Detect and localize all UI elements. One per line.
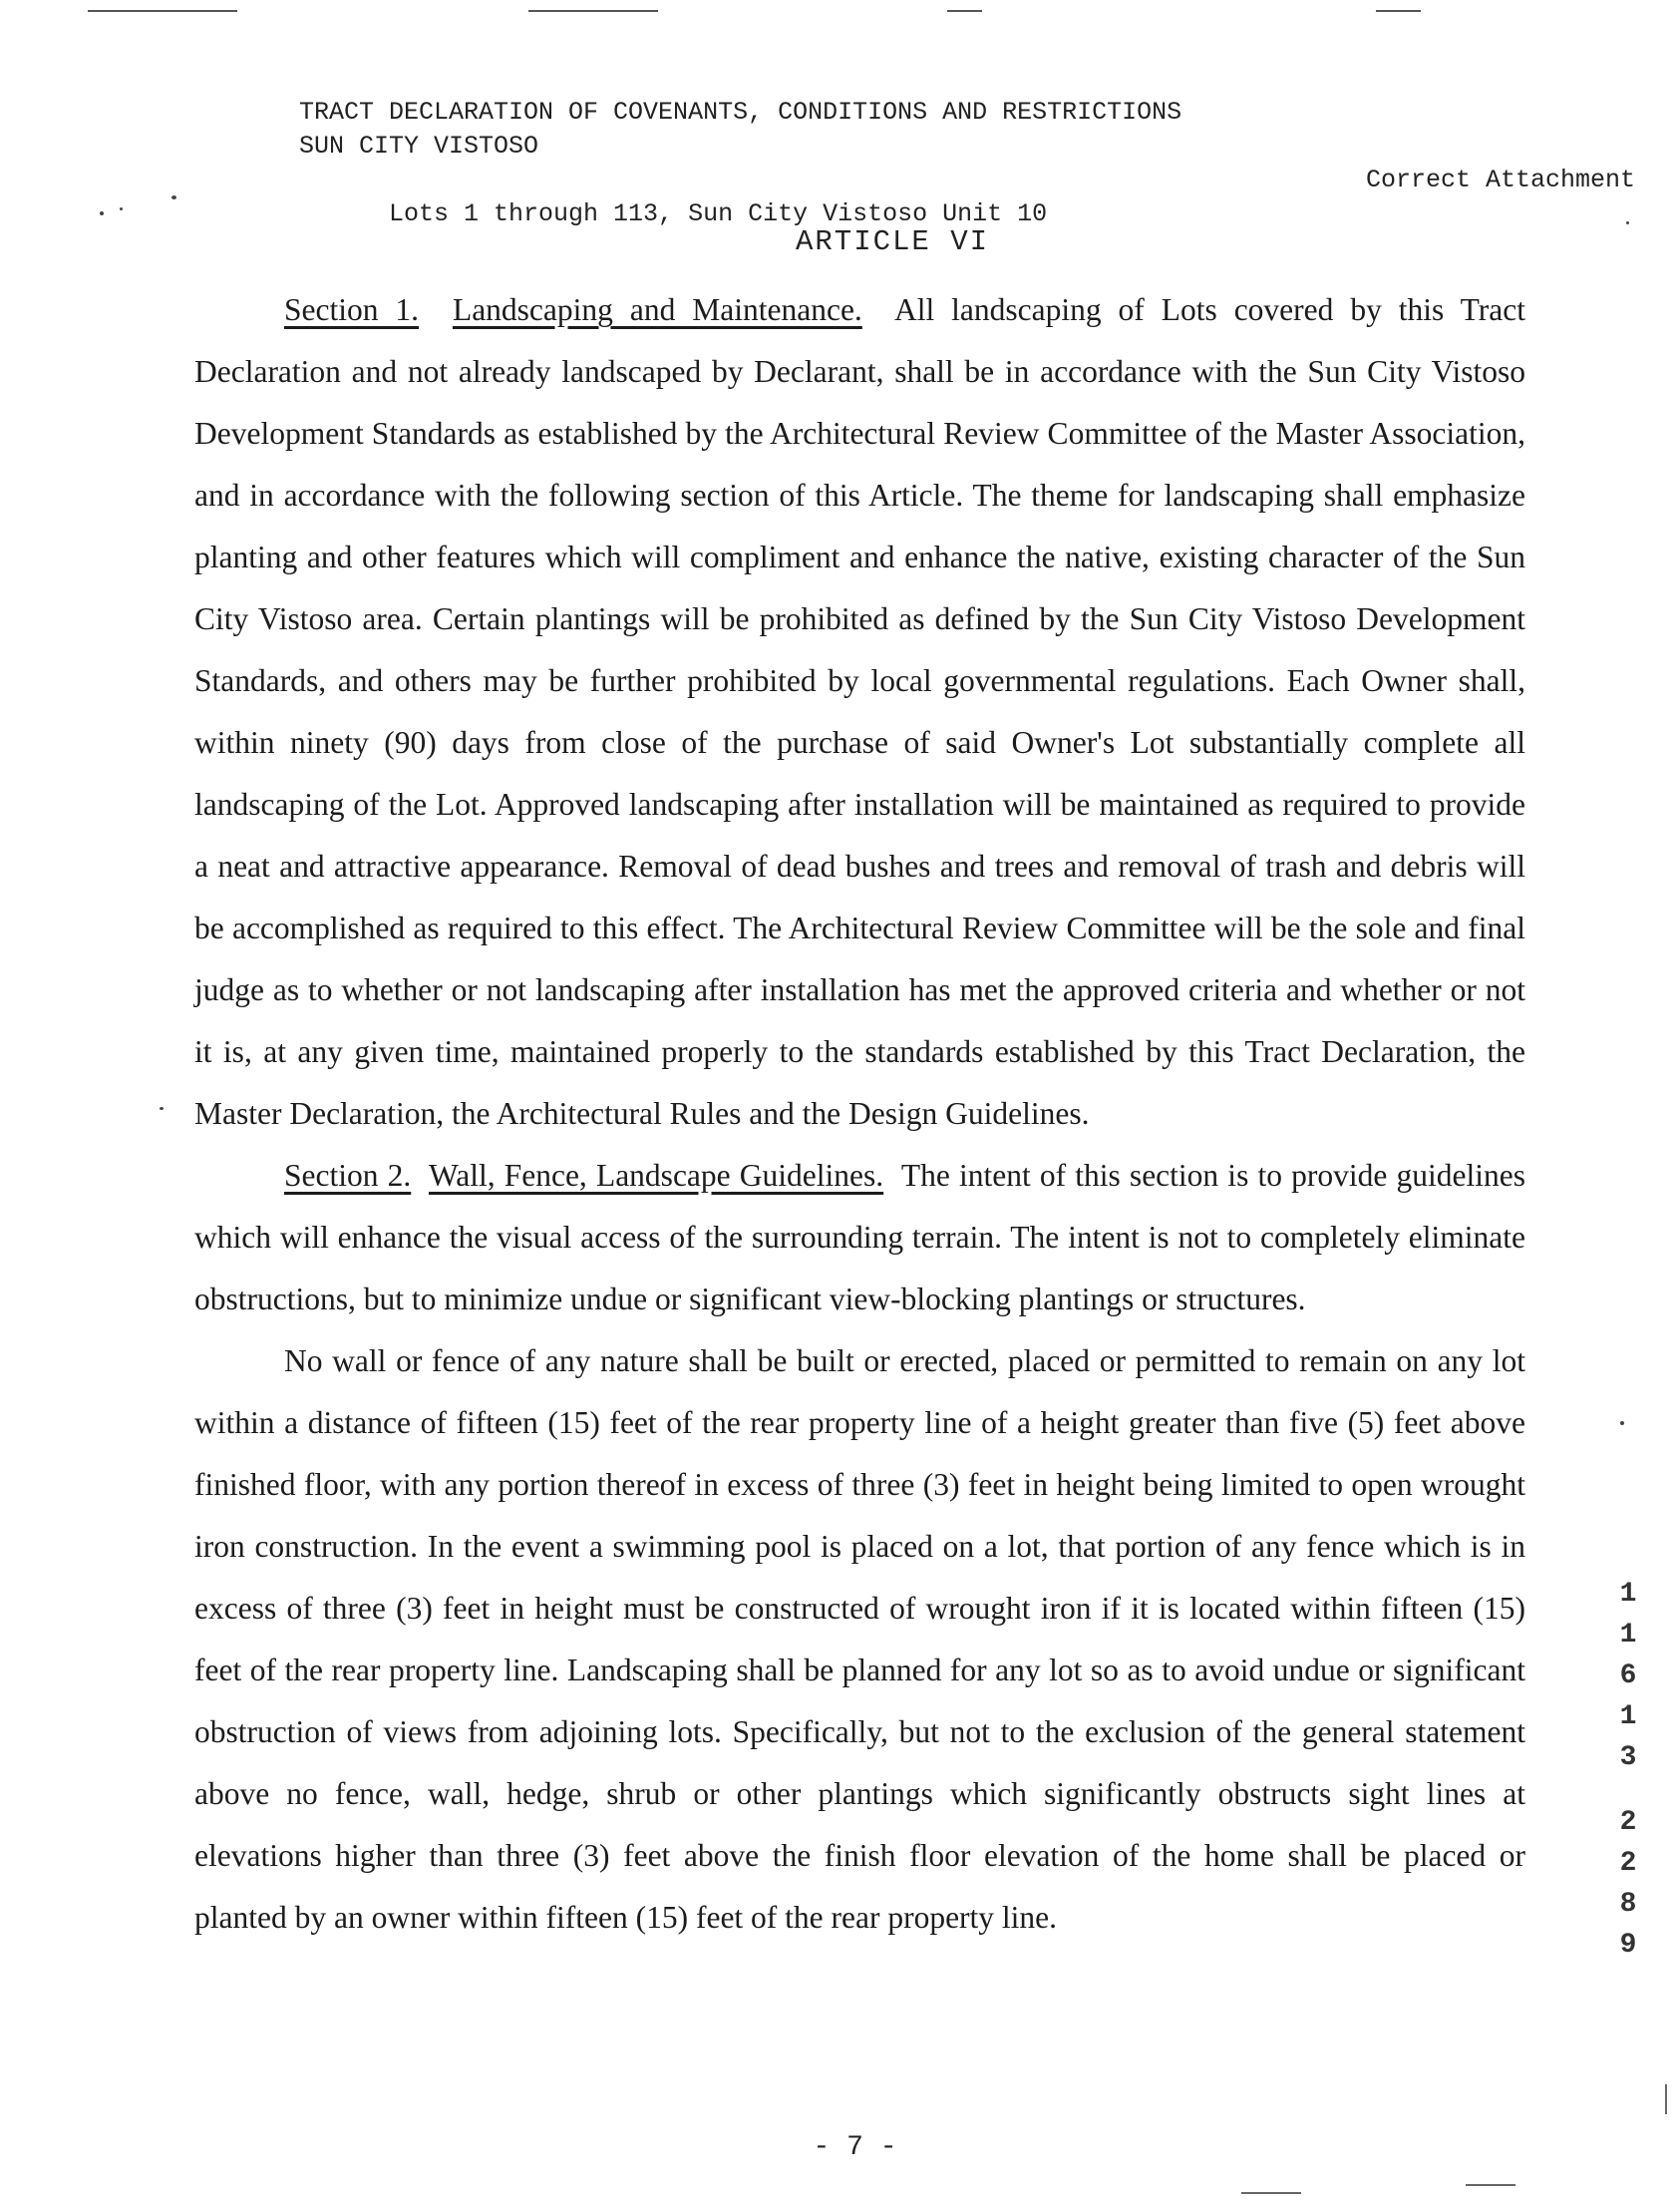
section-1-title: Landscaping and Maintenance. [452,292,862,327]
page-number: - 7 - [813,2132,897,2163]
section-2-title: Wall, Fence, Landscape Guidelines. [429,1158,884,1193]
section-2-paragraph-2: No wall or fence of any nature shall be built or erected, placed or permitted to remain on any lot within a distance of fifteen (15) feet of the rear property line of a height greater than five (5) feet above finished floor, with any portion thereof in excess of three (3) feet in height being limited to open wrought iron construction. In the event a swimming pool is placed on a lot, that portion of any fence which is in excess of three (3) feet in height must be constructed of wrought iron if it is located within fifteen (15) feet of the rear property line. Landscaping shall be planned for any lot so as to avoid undue or significant obstruction of views from adjoining lots. Specifically, but not to the exclusion of the general statement above no fence, wall, hedge, shrub or other plantings which significantly obstructs sight lines at elevations higher than three (3) feet above the finish floor elevation of the home shall be placed or planted by an owner within fifteen (15) feet of the rear property line. [194,1343,1525,1935]
stamp-digit: 6 [1619,1660,1637,1691]
header-lots: Lots 1 through 113, Sun City Vistoso Unit 10 [389,199,1048,228]
scan-mark [88,10,237,12]
section-2-text: The intent of this section is to provide guidelines which will enhance the visual access of the surrounding terrain. The intent is not to completely eliminate obstructions, but to minimize undue or significant view-blocking plantings or structures. [194,1158,1525,1316]
scan-speck [1620,1421,1624,1425]
header-subdivision: SUN CITY VISTOSO [299,132,539,161]
stamp-gap [1613,1778,1643,1802]
scan-speck [100,211,104,215]
stamp-digit: 1 [1619,1620,1637,1651]
section-1-text: All landscaping of Lots covered by this Tract Declaration and not already landscaped by Declarant, shall be in accordance with the Sun City Vistoso Development Standards as established by the Architectural Review Committee of the Master Association, and in accordance with the following section of this Article. The theme for landscaping shall emphasize planting and other features which will compliment and enhance the native, existing character of the Sun City Vistoso area. Certain plantings will be prohibited as defined by the Sun City Vistoso Development Standards, and others may be further prohibited by local governmental regulations. Each Owner shall, within ninety (90) days from close of the purchase of said Owner's Lot substantially complete all landscaping of the Lot. Approved landscaping after installation will be maintained as required to provide a neat and attractive appearance. Removal of dead bushes and trees and removal of trash and debris will be accomplished as required to this effect. The Architectural Review Committee will be the sole and final judge as to whether or not landscaping after installation has met the approved criteria and whether or not it is, at any given time, maintained properly to the standards established by this Tract Declaration, the Master Declaration, the Architectural Rules and the Design Guidelines. [194,292,1525,1131]
scan-mark [1466,2184,1515,2186]
stamp-digit: 2 [1619,1848,1637,1879]
stamp-digit: 3 [1619,1742,1637,1773]
section-1-paragraph [194,279,1525,1145]
document-header [299,96,1635,299]
document-body [194,279,1525,1949]
scan-speck [160,1107,164,1110]
scan-mark [947,10,982,12]
stamp-digit: 9 [1619,1930,1637,1961]
stamp-digit: 2 [1619,1807,1637,1838]
section-2-paragraph [194,1145,1525,1330]
header-title: TRACT DECLARATION OF COVENANTS, CONDITIONS AND RESTRICTIONS [299,98,1182,127]
stamp-digit: 1 [1619,1701,1637,1732]
section-1-number: Section 1. [284,292,420,327]
scan-mark [1241,2192,1301,2194]
section-2-number: Section 2. [284,1158,412,1193]
stamp-digit: 1 [1619,1579,1637,1610]
recording-stamp [1613,1574,1643,1966]
scan-mark [1376,10,1421,12]
scan-mark [528,10,658,12]
scan-speck [120,207,123,210]
article-title: ARTICLE VI [795,225,990,258]
scan-speck [171,195,176,199]
stamp-digit: 8 [1619,1889,1637,1920]
correct-attachment-note: Correct Attachment [1365,166,1635,194]
scan-mark [1665,2084,1667,2114]
